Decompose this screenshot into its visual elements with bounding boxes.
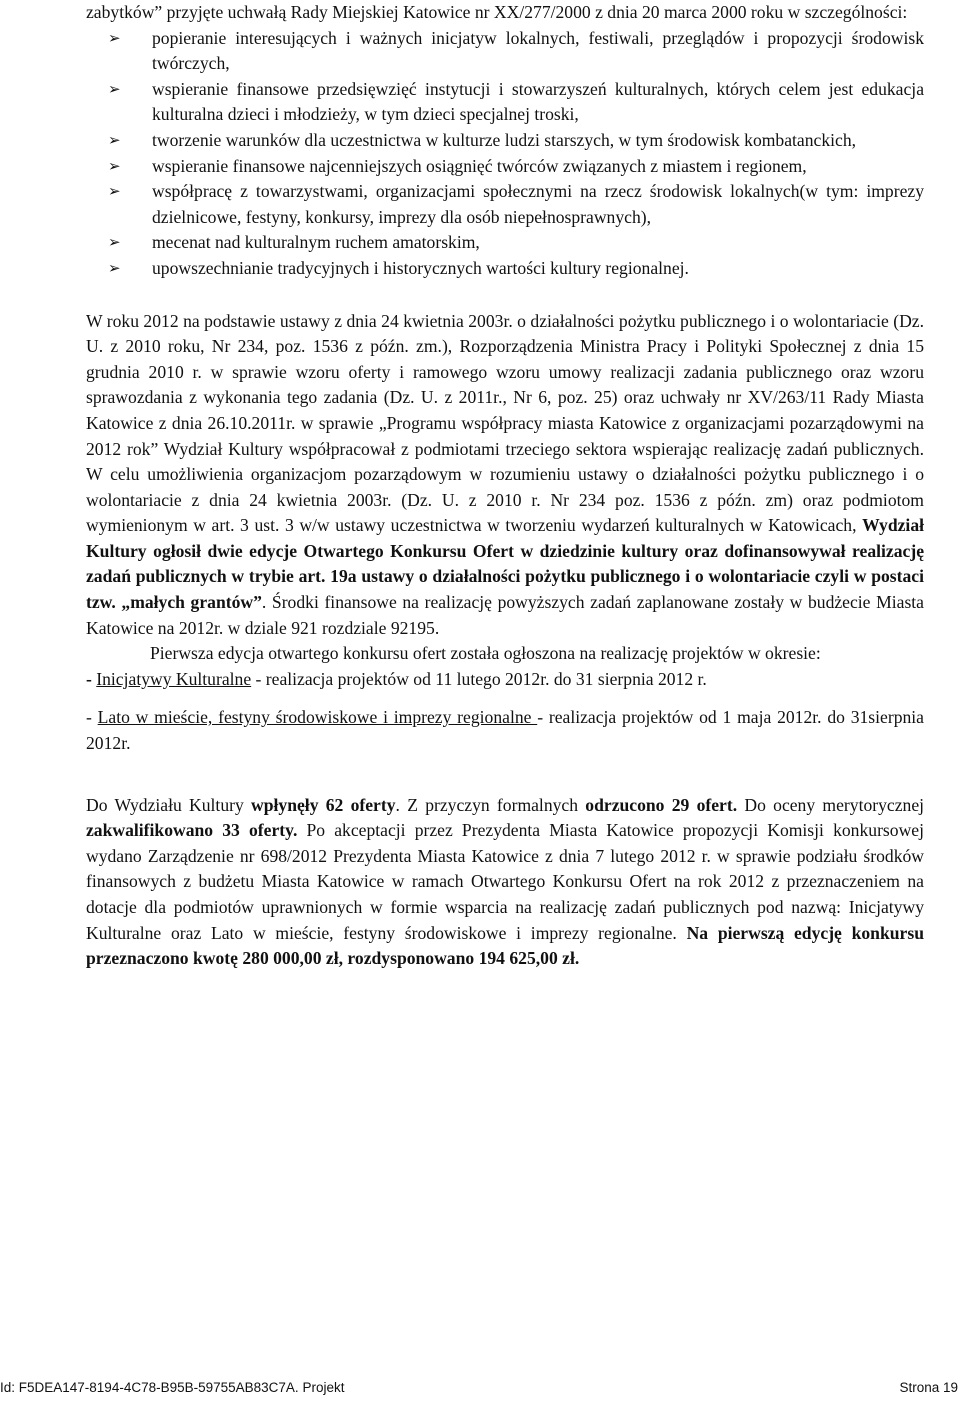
first-edition-paragraph: Pierwsza edycja otwartego konkursu ofert została ogłoszona na realizację projektów w okresie: <box>150 643 821 664</box>
arrowhead-bullet-icon: ➢ <box>108 258 121 277</box>
list-item: ➢ upowszechnianie tradycyjnych i historycznych wartości kultury regionalnej. <box>86 256 924 282</box>
arrowhead-bullet-icon: ➢ <box>108 79 121 98</box>
list-item: ➢ tworzenie warunków dla uczestnictwa w kulturze ludzi starszych, w tym środowisk kombatanckich, <box>86 128 924 154</box>
document-content <box>86 0 924 972</box>
list-item: ➢ popieranie interesujących i ważnych inicjatyw lokalnych, festiwali, przeglądów i propozycji środowisk twórczych, <box>108 27 924 74</box>
list-item: ➢ mecenat nad kulturalnym ruchem amatorskim, <box>86 230 924 256</box>
document-id: Id: F5DEA147-8194-4C78-B95B-59755AB83C7A. Projekt <box>0 1380 345 1395</box>
list-item: ➢ współpracę z towarzystwami, organizacjami społecznymi na rzecz środowisk lokalnych(w tym: imprezy dzielnicowe, festyny, konkursy, imprezy dla osób niepełnosprawnych), <box>108 181 924 227</box>
list-item: ➢ wspieranie finansowe przedsięwzięć instytucji i stowarzyszeń kulturalnych, których celem jest edukacja kulturalna dzieci i młodzieży, w tym dzieci specjalnej troski, <box>108 78 924 125</box>
arrowhead-bullet-icon: ➢ <box>108 130 121 149</box>
arrowhead-bullet-icon: ➢ <box>108 233 121 252</box>
list-item: ➢ wspieranie finansowe najcenniejszych osiągnięć twórców związanych z miastem i regionem, <box>86 154 924 180</box>
project-name-link: Inicjatywy Kulturalne <box>96 668 252 689</box>
project-name-link: Lato w mieście, festyny środowiskowe i imprezy regionalne <box>97 707 538 728</box>
project-item-inicjatywy: - Inicjatywy Kulturalne - realizacja projektów od 11 lutego 2012r. do 31 sierpnia 2012 r. <box>86 668 707 689</box>
arrowhead-bullet-icon: ➢ <box>108 182 121 201</box>
page-number: Strona 19 <box>899 1380 958 1395</box>
results-paragraph: Do Wydziału Kultury wpłynęły 62 oferty. Z przyczyn formalnych odrzucono 29 ofert. Do oceny merytorycznej zakwalifikowano 33 oferty. Po akceptacji przez Prezydenta Miasta Katowice propozycji Komisji konkursowej wydano Zarządzenie nr 698/2012 Prezydenta Miasta Katowice z dnia 7 lutego 2012 r. w sprawie podziału środków finansowych z budżetu Miasta Katowice w ramach Otwartego Konkursu Ofert na rok 2012 z przeznaczeniem na dotacje dla podmiotów uprawnionych w formie wsparcia na realizację zadań publicznych pod nazwą: Inicjatywy Kulturalne oraz Lato w mieście, festyny środowiskowe i imprezy regionalne. Na pierwszą edycję konkursu przeznaczono kwotę 280 000,00 zł, rozdysponowano 194 625,00 zł. <box>86 794 925 969</box>
intro-line: zabytków” przyjęte uchwałą Rady Miejskiej Katowice nr XX/277/2000 z dnia 20 marca 2000 roku w szczególności: <box>86 2 908 22</box>
priority-list <box>86 26 924 282</box>
project-item-lato: - Lato w mieście, festyny środowiskowe i imprezy regionalne - realizacja projektów od 1 maja 2012r. do 31sierpnia 2012r. <box>86 707 924 754</box>
legal-basis-paragraph: W roku 2012 na podstawie ustawy z dnia 24 kwietnia 2003r. o działalności pożytku publicznego i o wolontariacie (Dz. U. z 2010 roku, Nr 234, poz. 1536 z późn. zm.), Rozporządzenia Ministra Pracy i Polityki Społecznej z dnia 15 grudnia 2010 r. w sprawie wzoru oferty i ramowego wzoru umowy realizacji zadania publicznego oraz wzoru sprawozdania z wykonania tego zadania (Dz. U. z 2011r., Nr 6, poz. 25) oraz uchwały nr XV/263/11 Rady Miasta Katowice z dnia 26.10.2011r. w sprawie „Programu współpracy miasta Katowice z organizacjami pozarządowymi na 2012 rok” Wydział Kultury współpracował z podmiotami trzeciego sektora wspierając realizację zadań publicznych. W celu umożliwienia organizacjom pozarządowym w rozumieniu ustawy o działalności pożytku publicznego i o wolontariacie z dnia 24 kwietnia 2003r. (Dz. U. z 2010 r. Nr 234 poz. 1536 z późn. zm) oraz podmiotom wymienionym w art. 3 ust. 3 w/w ustawy uczestnictwa w tworzeniu wydarzeń kulturalnych w Katowicach, Wydział Kultury ogłosił dwie edycje Otwartego Konkursu Ofert w dziedzinie kultury oraz dofinansowywał realizację zadań publicznych w trybie art. 19a ustawy o działalności pożytku publicznego i o wolontariacie czyli w postaci tzw. „małych grantów”. Środki finansowe na realizację powyższych zadań zaplanowane zostały w budżecie Miasta Katowice na 2012r. w dziale 921 rozdziale 92195. <box>86 310 924 638</box>
arrowhead-bullet-icon: ➢ <box>108 156 121 175</box>
arrowhead-bullet-icon: ➢ <box>108 28 121 47</box>
announcement-bold-text: Wydział Kultury ogłosił dwie edycje Otwartego Konkursu Ofert w dziedzinie kultury oraz dofinansowywał realizację zadań publicznych w trybie art. 19a ustawy o działalności pożytku publicznego i o wolontariacie czyli w postaci tzw. „małych grantów” <box>86 515 924 613</box>
